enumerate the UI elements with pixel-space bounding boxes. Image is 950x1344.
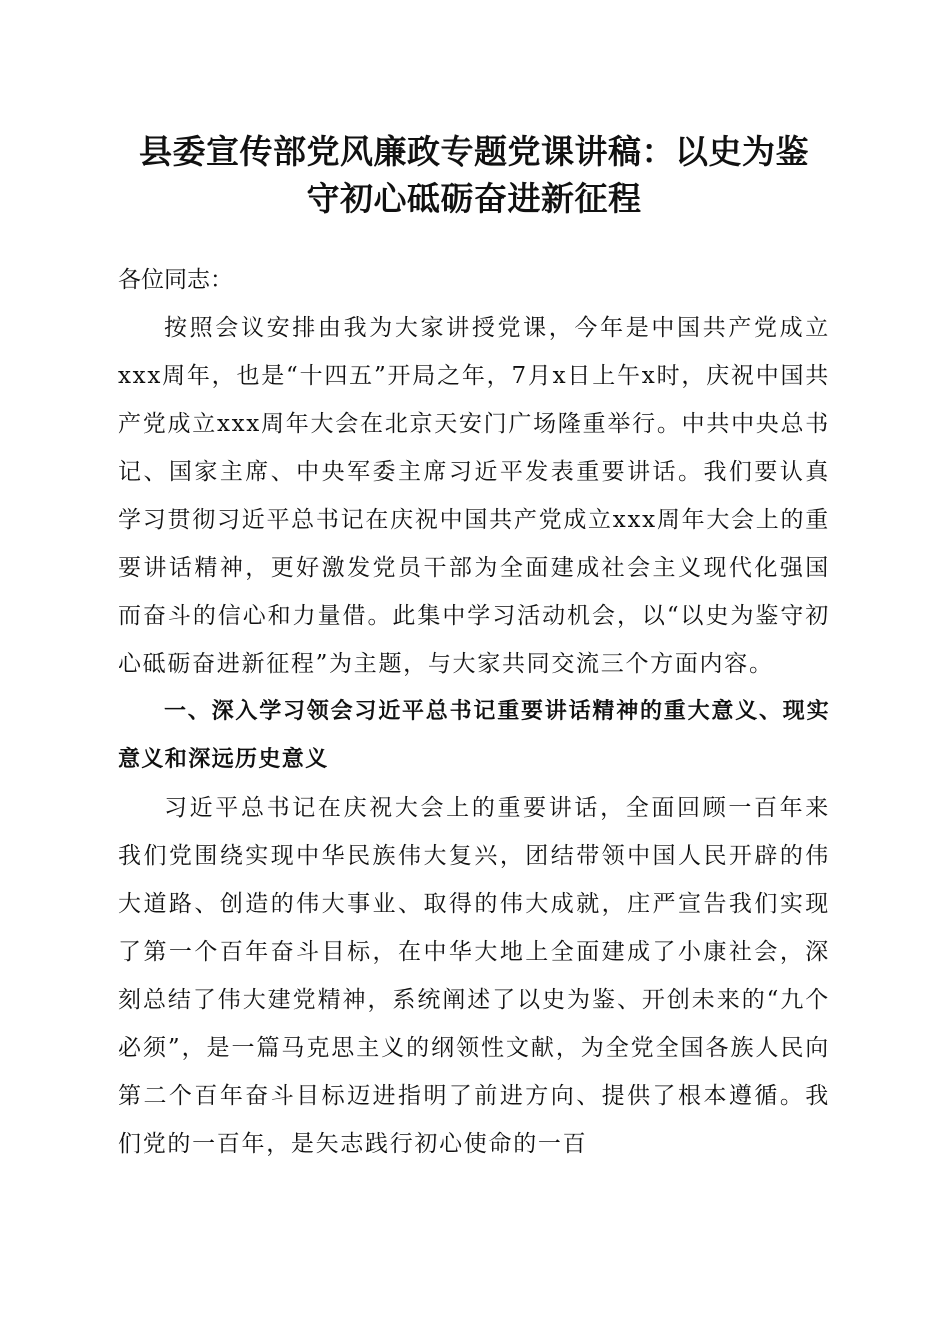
section-heading-1: 一、深入学习领会习近平总书记重要讲话精神的重大意义、现实意义和深远历史意义 (118, 699, 830, 772)
document-title (118, 128, 830, 222)
title-line-2: 守初心砥砺奋进新征程 (306, 179, 642, 218)
salutation: 各位同志： (118, 267, 233, 293)
paragraph-section-1: 习近平总书记在庆祝大会上的重要讲话，全面回顾一百年来我们党围绕实现中华民族伟大复兴，团结带领中国人民开辟的伟大道路、创造的伟大事业、取得的伟大成就，庄严宣告我们实现了第一个百年奋斗目标，在中华大地上全面建成了小康社会，深刻总结了伟大建党精神，系统阐述了以史为鉴、开创未来的“九个必须”，是一篇马克思主义的纲领性文献，为全党全国各族人民向第二个百年奋斗目标迈进指明了前进方向、提供了根本遵循。我们党的一百年，是矢志践行初心使命的一百 (118, 795, 830, 1157)
paragraph-intro: 按照会议安排由我为大家讲授党课，今年是中国共产党成立xxx周年，也是“十四五”开局之年，7月x日上午x时，庆祝中国共产党成立xxx周年大会在北京天安门广场隆重举行。中共中央总书记、国家主席、中央军委主席习近平发表重要讲话。我们要认真学习贯彻习近平总书记在庆祝中国共产党成立xxx周年大会上的重要讲话精神，更好激发党员干部为全面建成社会主义现代化强国而奋斗的信心和力量借。此集中学习活动机会，以“以史为鉴守初心砥砺奋进新征程”为主题，与大家共同交流三个方面内容。 (118, 315, 830, 677)
title-line-1: 县委宣传部党风廉政专题党课讲稿：以史为鉴 (139, 132, 809, 171)
document-page (118, 128, 830, 1168)
